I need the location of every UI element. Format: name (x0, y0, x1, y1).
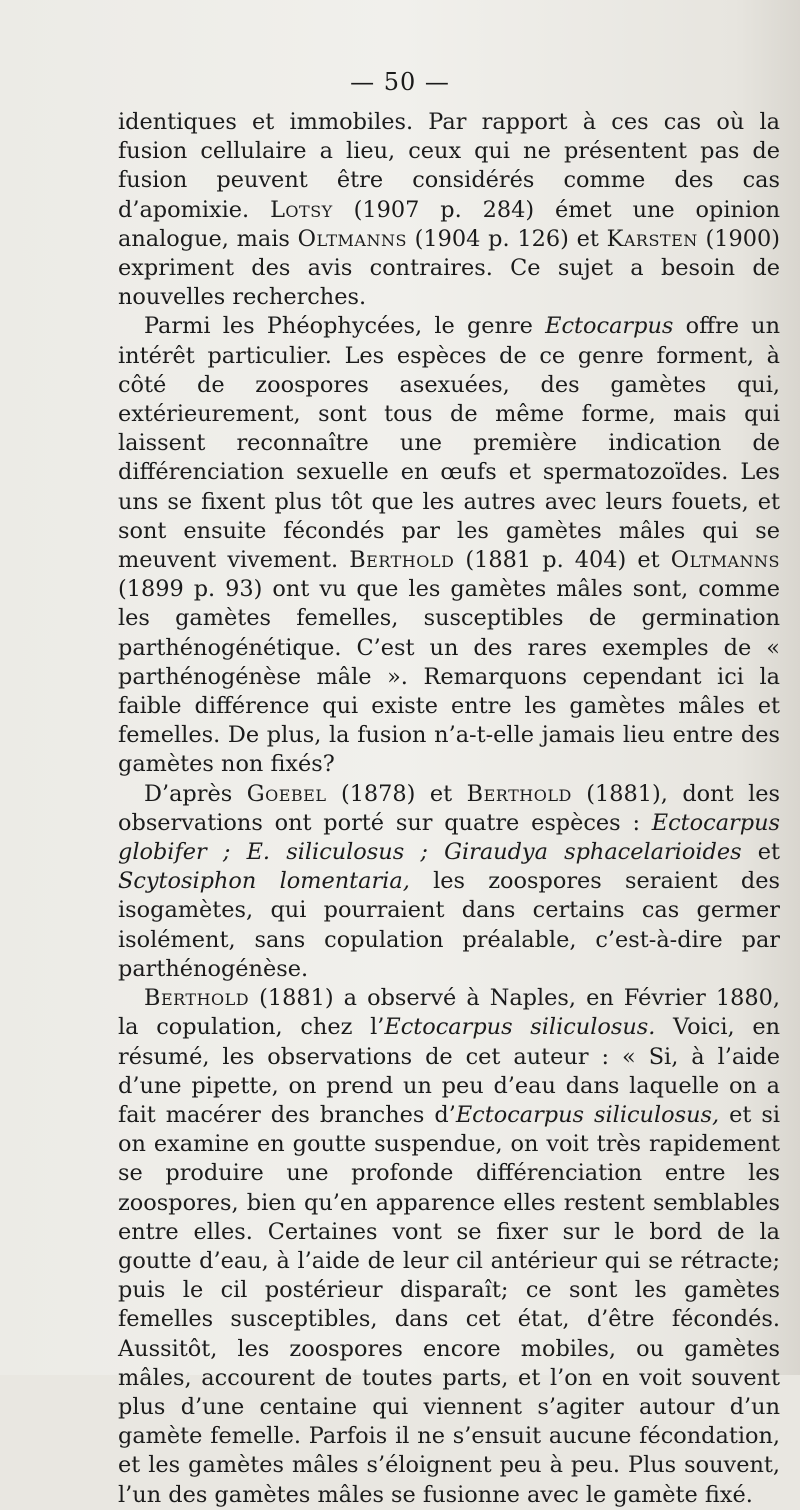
text-run: (1881) a observé à Naples, en Février 1880, la copulation, chez l’ (118, 985, 780, 1041)
author-name: Karsten (606, 225, 698, 252)
paragraph-p2 (118, 312, 780, 779)
text-run: (1900) expriment des avis contraires. Ce sujet a besoin de nouvelles recherches. (118, 225, 780, 311)
taxon-name: Ectocarpus globifer ; E. siliculosus ; Giraudya sphacelarioides (118, 809, 780, 866)
text-run: (1904 p. 126) et (406, 225, 607, 252)
text-run: D’après (144, 780, 247, 807)
text-run: Voici, en résumé, les observations de cet auteur : « Si, à l’aide d’une pipette, on prend un peu d’eau dans laquelle on a fait macérer des branches d’ (118, 1014, 780, 1128)
paragraph-p3 (118, 780, 780, 984)
text-run: (1899 p. 93) ont vu que les gamètes mâles sont, comme les gamètes femelles, susceptibles de germination parthénogénétique. C’est un des rares exemples de « parthénogénèse mâle ». Remarquons cependant ici la faible différence qui existe entre les gamètes mâles et femelles. De plus, la fusion n’a-t-elle jamais lieu entre des gamètes non fixés? (118, 576, 780, 778)
text-run: Parmi les Phéophycées, le genre (144, 313, 546, 340)
text-run: (1878) et (326, 780, 467, 807)
taxon-name: Ectocarpus siliculosus. (384, 1014, 656, 1041)
taxon-name: Scytosiphon lomentaria, (118, 868, 410, 895)
author-name: Berthold (349, 547, 455, 574)
paragraph-p4 (118, 984, 780, 1510)
author-name: Oltmanns (297, 225, 407, 252)
text-run: et si on examine en goutte suspendue, on voit très rapidement se produire une profonde différenciation entre les zoospores, bien qu’en apparence elles restent semblables entre elles. Certaines vont se fixer sur le bord de la goutte d’eau, à l’aide de leur cil antérieur qui se rétracte; puis le cil postérieur disparaît; ce sont les gamètes femelles susceptibles, dans cet état, d’être fécondés. Aussitôt, les zoospores encore mobiles, ou gamètes mâles, accourent de toutes parts, et l’on en voit souvent plus d’une centaine qui viennent s’agiter autour d’un gamète femelle. Parfois il ne s’ensuit aucune fécondation, et les gamètes mâles s’éloignent peu à peu. Plus souvent, l’un des gamètes mâles se fusionne avec le gamète fixé. (118, 1101, 781, 1508)
page-number: — 50 — (350, 68, 450, 96)
body-text (118, 108, 780, 1510)
text-run: identiques et immobiles. Par rapport à ces cas où la fusion cellulaire a lieu, ceux qui ne présentent pas de fusion peuvent être considérés comme des cas d’apomixie. (118, 109, 780, 223)
author-name: Oltmanns (670, 547, 781, 574)
text-run: les zoospores seraient des isogamètes, qui pourraient dans certains cas germer isolément, sans copulation préalable, c’est-à-dire par parthénogénèse. (118, 868, 781, 982)
text-run: offre un intérêt particulier. Les espèces de ce genre forment, à côté de zoospores asexuées, des gamètes qui, extérieurement, sont tous de même forme, mais qui laissent reconnaître une première indication de différenciation sexuelle en œufs et spermatozoïdes. Les uns se fixent plus tôt que les autres avec leurs fouets, et sont ensuite fécondés par les gamètes mâles qui se meuvent vivement. (118, 313, 781, 574)
text-run: (1881), dont les observations ont porté sur quatre espèces : (118, 780, 780, 836)
text-run: (1907 p. 284) émet une opinion analogue, mais (118, 196, 781, 252)
author-name: Goebel (246, 780, 327, 807)
author-name: Lotsy (270, 196, 333, 223)
taxon-name: Ectocarpus (545, 313, 674, 340)
author-name: Berthold (466, 780, 572, 807)
text-run: et (741, 839, 780, 866)
text-run: (1881 p. 404) et (454, 547, 671, 574)
paragraph-p1 (118, 108, 780, 312)
taxon-name: Ectocarpus siliculosus, (455, 1101, 720, 1128)
author-name: Berthold (144, 985, 250, 1012)
